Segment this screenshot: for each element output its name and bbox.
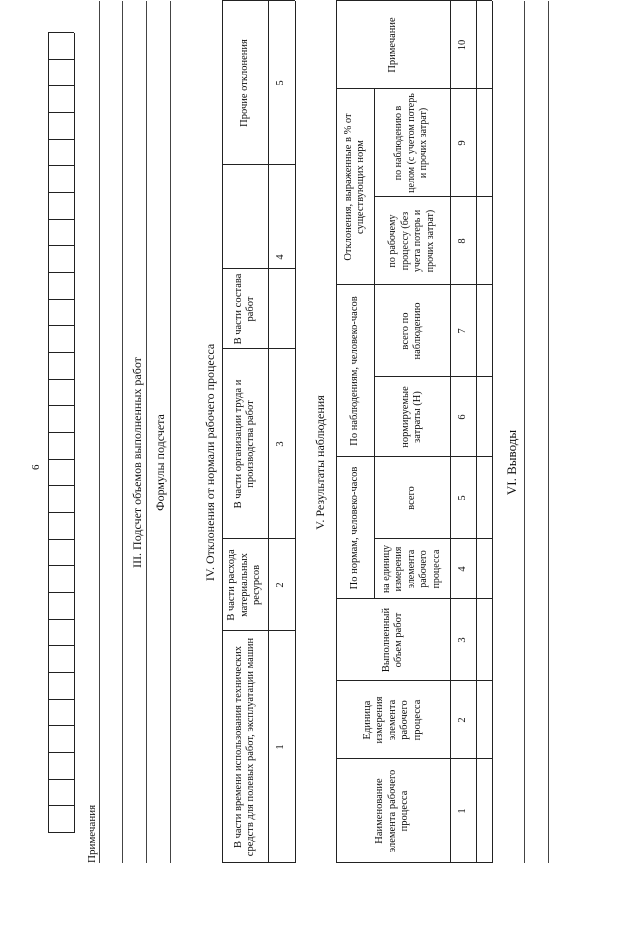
grid-divider <box>48 459 74 460</box>
dev-header-organization: В части организации труда и производства работ <box>232 379 256 509</box>
grid-divider <box>48 299 74 300</box>
res-group-dev: Отклонения, выраженные в % от существующих норм <box>342 113 366 261</box>
grid-divider <box>48 805 74 806</box>
res-col-name: Наименование элемента рабочего процесса <box>374 769 411 853</box>
grid-divider <box>48 619 74 620</box>
res-num-3: 3 <box>456 637 468 643</box>
dev-num-2: 2 <box>275 582 287 588</box>
grid-divider <box>48 352 74 353</box>
res-num-7: 7 <box>456 328 468 334</box>
grid-divider <box>48 219 74 220</box>
section-4-title: IV. Отклонения от нормали рабочего процесса <box>203 343 217 582</box>
res-col-volume: Выполненный объем работ <box>380 607 404 673</box>
res-num-6: 6 <box>456 414 468 420</box>
grid-divider <box>48 672 74 673</box>
res-num-4: 4 <box>456 566 468 572</box>
res-num-5: 5 <box>456 495 468 501</box>
grid-divider <box>48 59 74 60</box>
grid-divider <box>48 699 74 700</box>
formulas-label: Формулы подсчета <box>153 414 167 511</box>
res-norm-per-unit: на единицу измерения элемента рабочего процесса <box>380 544 442 594</box>
res-group-norms: По нормам, человеко-часов <box>348 466 360 590</box>
dev-header-composition: В части состава работ <box>232 273 256 345</box>
res-group-obs: По наблюдениям, человеко-часов <box>348 296 360 446</box>
grid-divider <box>48 725 74 726</box>
grid-divider <box>48 85 74 86</box>
res-num-9: 9 <box>456 140 468 146</box>
res-col-note: Примечание <box>386 17 398 73</box>
res-col-unit: Единица измерения элемента рабочего процесса <box>361 696 423 744</box>
section-6-title: VI. Выводы <box>504 429 519 496</box>
res-dev-process: по рабочему процессу (без учета потерь и прочих затрат) <box>387 209 436 273</box>
res-obs-total: всего по наблюдению <box>399 302 423 360</box>
grid-divider <box>48 539 74 540</box>
dev-num-5: 5 <box>275 80 287 86</box>
grid-divider <box>48 592 74 593</box>
dev-header-other: Прочие отклонения <box>238 39 250 127</box>
grid-divider <box>48 245 74 246</box>
grid-divider <box>48 405 74 406</box>
grid-divider <box>48 112 74 113</box>
grid-divider <box>48 779 74 780</box>
section-5-title: V. Результаты наблюдения <box>313 395 327 530</box>
section-3-title: III. Подсчет объемов выполненных работ <box>130 357 144 568</box>
res-num-10: 10 <box>456 39 468 51</box>
grid-divider <box>48 165 74 166</box>
grid-divider <box>48 645 74 646</box>
grid-divider <box>48 565 74 566</box>
grid-divider <box>48 752 74 753</box>
dev-num-3: 3 <box>275 441 287 447</box>
dev-header-materials: В части расхода материальных ресурсов <box>226 549 263 621</box>
res-obs-normed: нормируемые затраты (Н) <box>399 386 423 448</box>
res-num-8: 8 <box>456 238 468 244</box>
res-num-1: 1 <box>456 808 468 814</box>
dev-num-1: 1 <box>275 744 287 750</box>
res-dev-total: по наблюдению в целом (с учетом потерь и прочих затрат) <box>393 93 430 193</box>
dev-header-time: В части времени использования технических средств для полевых работ, эксплуатации машин <box>232 637 256 857</box>
grid-divider <box>48 432 74 433</box>
grid-divider <box>48 512 74 513</box>
grid-divider <box>48 485 74 486</box>
grid-divider <box>48 325 74 326</box>
grid-divider <box>48 192 74 193</box>
grid-divider <box>48 272 74 273</box>
grid-divider <box>48 379 74 380</box>
res-num-2: 2 <box>456 717 468 723</box>
grid-divider <box>48 139 74 140</box>
res-norm-total: всего <box>405 486 417 510</box>
dev-num-4: 4 <box>275 254 287 260</box>
notes-label: Примечания <box>86 804 98 863</box>
page-number: 6 <box>30 464 42 470</box>
